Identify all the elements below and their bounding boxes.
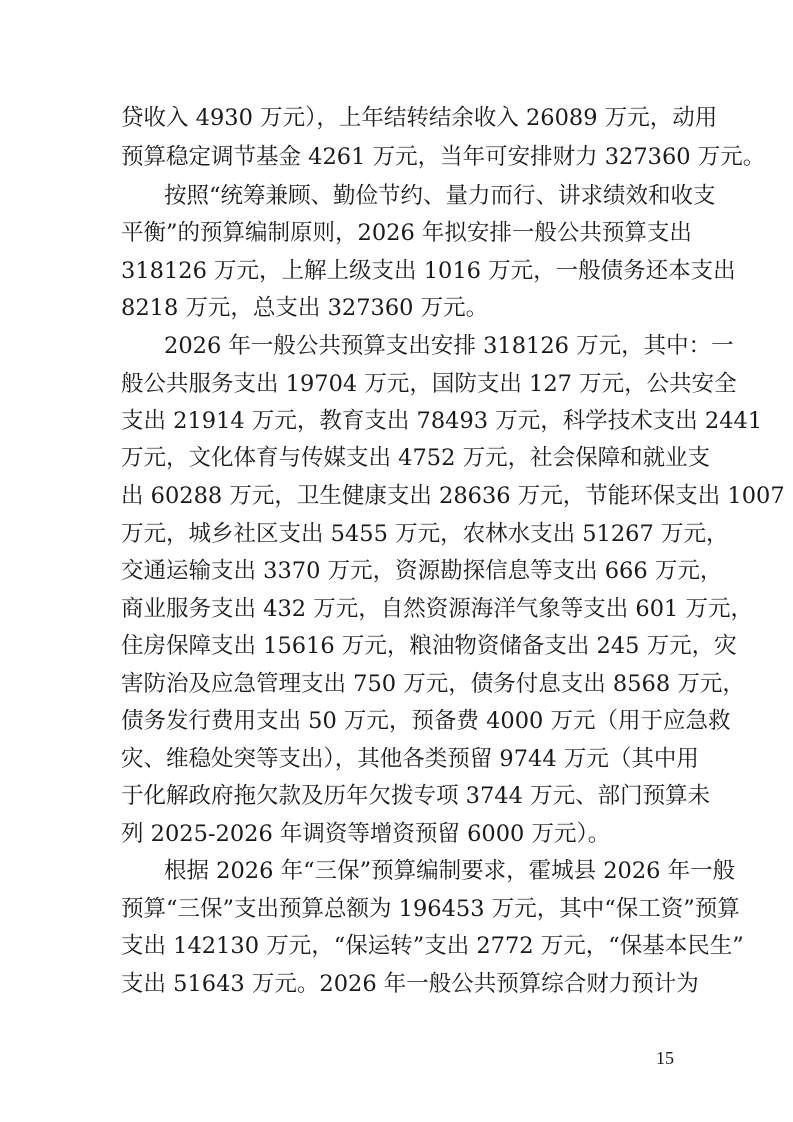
paragraph-line: 于化解政府拖欠款及历年欠拨专项 3744 万元、部门预算未 (121, 783, 711, 809)
paragraph-line: 住房保障支出 15616 万元，粮油物资储备支出 245 万元，灾 (121, 633, 737, 659)
paragraph-line: 交通运输支出 3370 万元，资源勘探信息等支出 666 万元， (121, 558, 723, 584)
paragraph-line: 支出 142130 万元，“保运转”支出 2772 万元，“保基本民生” (121, 933, 744, 959)
paragraph-line: 出 60288 万元，卫生健康支出 28636 万元，节能环保支出 1007 (121, 483, 785, 509)
page-number: 15 (656, 1048, 674, 1068)
paragraph-line: 万元，文化体育与传媒支出 4752 万元，社会保障和就业支 (121, 445, 711, 471)
paragraph-line: 按照“统筹兼顾、勤俭节约、量力而行、讲求绩效和收支 (164, 183, 716, 209)
paragraph-line: 害防治及应急管理支出 750 万元，债务付息支出 8568 万元， (121, 671, 745, 697)
paragraph-line: 支出 21914 万元，教育支出 78493 万元，科学技术支出 2441 (121, 408, 763, 434)
paragraph-line: 灾、维稳处突等支出），其他各类预留 9744 万元（其中用 (121, 746, 699, 772)
paragraph-line: 万元，城乡社区支出 5455 万元，农林水支出 51267 万元， (121, 521, 729, 547)
paragraph-line: 债务发行费用支出 50 万元，预备费 4000 万元（用于应急救 (121, 708, 731, 734)
paragraph-line: 预算稳定调节基金 4261 万元，当年可安排财力 327360 万元。 (121, 144, 766, 170)
paragraph-line: 贷收入 4930 万元），上年结转结余收入 26089 万元，动用 (121, 105, 718, 131)
paragraph-line: 列 2025-2026 年调资等增资预留 6000 万元）。 (121, 821, 611, 847)
paragraph-line: 支出 51643 万元。2026 年一般公共预算综合财力预计为 (121, 971, 699, 997)
paragraph-line: 8218 万元，总支出 327360 万元。 (121, 295, 489, 321)
paragraph-line: 根据 2026 年“三保”预算编制要求，霍城县 2026 年一般 (164, 858, 736, 884)
paragraph-line: 般公共服务支出 19704 万元，国防支出 127 万元，公共安全 (121, 371, 737, 397)
paragraph-line: 平衡”的预算编制原则，2026 年拟安排一般公共预算支出 (121, 220, 692, 246)
paragraph-line: 318126 万元，上解上级支出 1016 万元，一般债务还本支出 (121, 258, 736, 284)
paragraph-line: 预算“三保”支出预算总额为 196453 万元，其中“保工资”预算 (121, 896, 740, 922)
paragraph-line: 2026 年一般公共预算支出安排 318126 万元，其中：一 (164, 333, 734, 359)
paragraph-line: 商业服务支出 432 万元，自然资源海洋气象等支出 601 万元， (121, 596, 754, 622)
